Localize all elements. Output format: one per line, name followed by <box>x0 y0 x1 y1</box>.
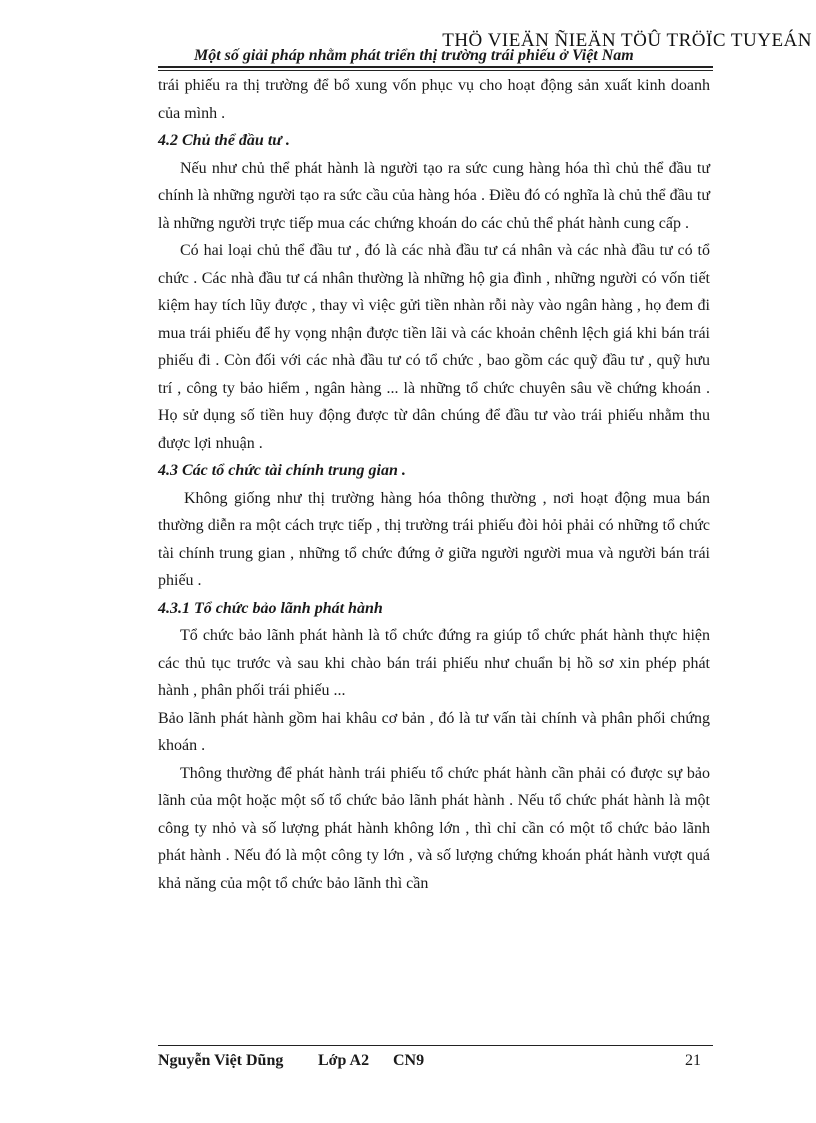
footer-author: Nguyễn Việt Dũng <box>158 1052 284 1069</box>
section-heading-4-3: 4.3 Các tổ chức tài chính trung gian . <box>158 462 406 479</box>
footer-course: CN9 <box>393 1052 425 1069</box>
paragraph-continuation: trái phiếu ra thị trường để bổ xung vốn phục vụ cho hoạt động sản xuất kinh doanh của mình . <box>158 77 710 122</box>
header-rule-thick <box>158 66 713 68</box>
paragraph-underwriting-stages: Bảo lãnh phát hành gồm hai khâu cơ bản , đó là tư vấn tài chính và phân phối chứng khoán . <box>158 709 710 754</box>
paragraph-investor-types: Có hai loại chủ thể đầu tư , đó là các nhà đầu tư cá nhân và các nhà đầu tư có tổ chức . Các nhà đầu tư cá nhân thường là những hộ gia đình , những người có vốn tiết kiệm hay tích lũy được , thay vì việc gửi tiền nhàn rỗi này vào ngân hàng , họ đem đi mua trái phiếu để hy vọng nhận được tiền lãi và các khoản chênh lệch giá khi bán trái phiếu đi . Còn đối với các nhà đầu tư có tổ chức , bao gồm các quỹ đầu tư , quỹ hưu trí , công ty bảo hiểm , ngân hàng ... là những tổ chức chuyên sâu về chứng khoán . Họ sử dụng số tiền huy động được từ dân chúng để đầu tư vào trái phiếu nhằm thu được lợi nhuận . <box>158 242 710 452</box>
footer-class: Lớp A2 <box>318 1052 370 1069</box>
section-heading-4-2: 4.2 Chủ thể đầu tư . <box>158 132 290 149</box>
paragraph-issuer-investor: Nếu như chủ thể phát hành là người tạo ra sức cung hàng hóa thì chủ thể đầu tư chính là những người tạo ra sức cầu của hàng hóa . Điều đó có nghĩa là chủ thể đầu tư là những người trực tiếp mua các chứng khoán do các chủ thể phát hành cung cấp . <box>158 159 710 232</box>
paragraph-underwriter: Tổ chức bảo lãnh phát hành là tổ chức đứng ra giúp tổ chức phát hành thực hiện các thủ tục trước và sau khi chào bán trái phiếu như chuẩn bị hồ sơ xin phép phát hành , phân phối trái phiếu ... <box>158 627 710 699</box>
footer-rule <box>158 1045 713 1046</box>
watermark-text: THÖ VIEÄN ÑIEÄN TÖÛ TRÖÏC TUYEÁN <box>442 30 812 51</box>
page-number: 21 <box>685 1052 701 1069</box>
running-header-title: Một số giải pháp nhằm phát triển thị trường trái phiếu ở Việt Nam <box>194 47 634 64</box>
header-rule-thin <box>158 70 713 71</box>
page-body <box>158 72 710 897</box>
paragraph-intermediaries: Không giống như thị trường hàng hóa thông thường , nơi hoạt động mua bán thường diễn ra một cách trực tiếp , thị trường trái phiếu đòi hỏi phải có những tổ chức tài chính trung gian , những tổ chức đứng ở giữa người người mua và người bán trái phiếu . <box>158 489 710 589</box>
section-heading-4-3-1: 4.3.1 Tổ chức bảo lãnh phát hành <box>158 599 383 617</box>
paragraph-underwriting-syndicate: Thông thường để phát hành trái phiếu tổ chức phát hành cần phải có được sự bảo lãnh của một hoặc một số tổ chức bảo lãnh phát hành . Nếu tổ chức phát hành là một công ty nhỏ và số lượng phát hành không lớn , thì chỉ cần có một tổ chức bảo lãnh phát hành . Nếu đó là một công ty lớn , và số lượng chứng khoán phát hành vượt quá khả năng của một tổ chức bảo lãnh thì cần <box>158 764 710 892</box>
